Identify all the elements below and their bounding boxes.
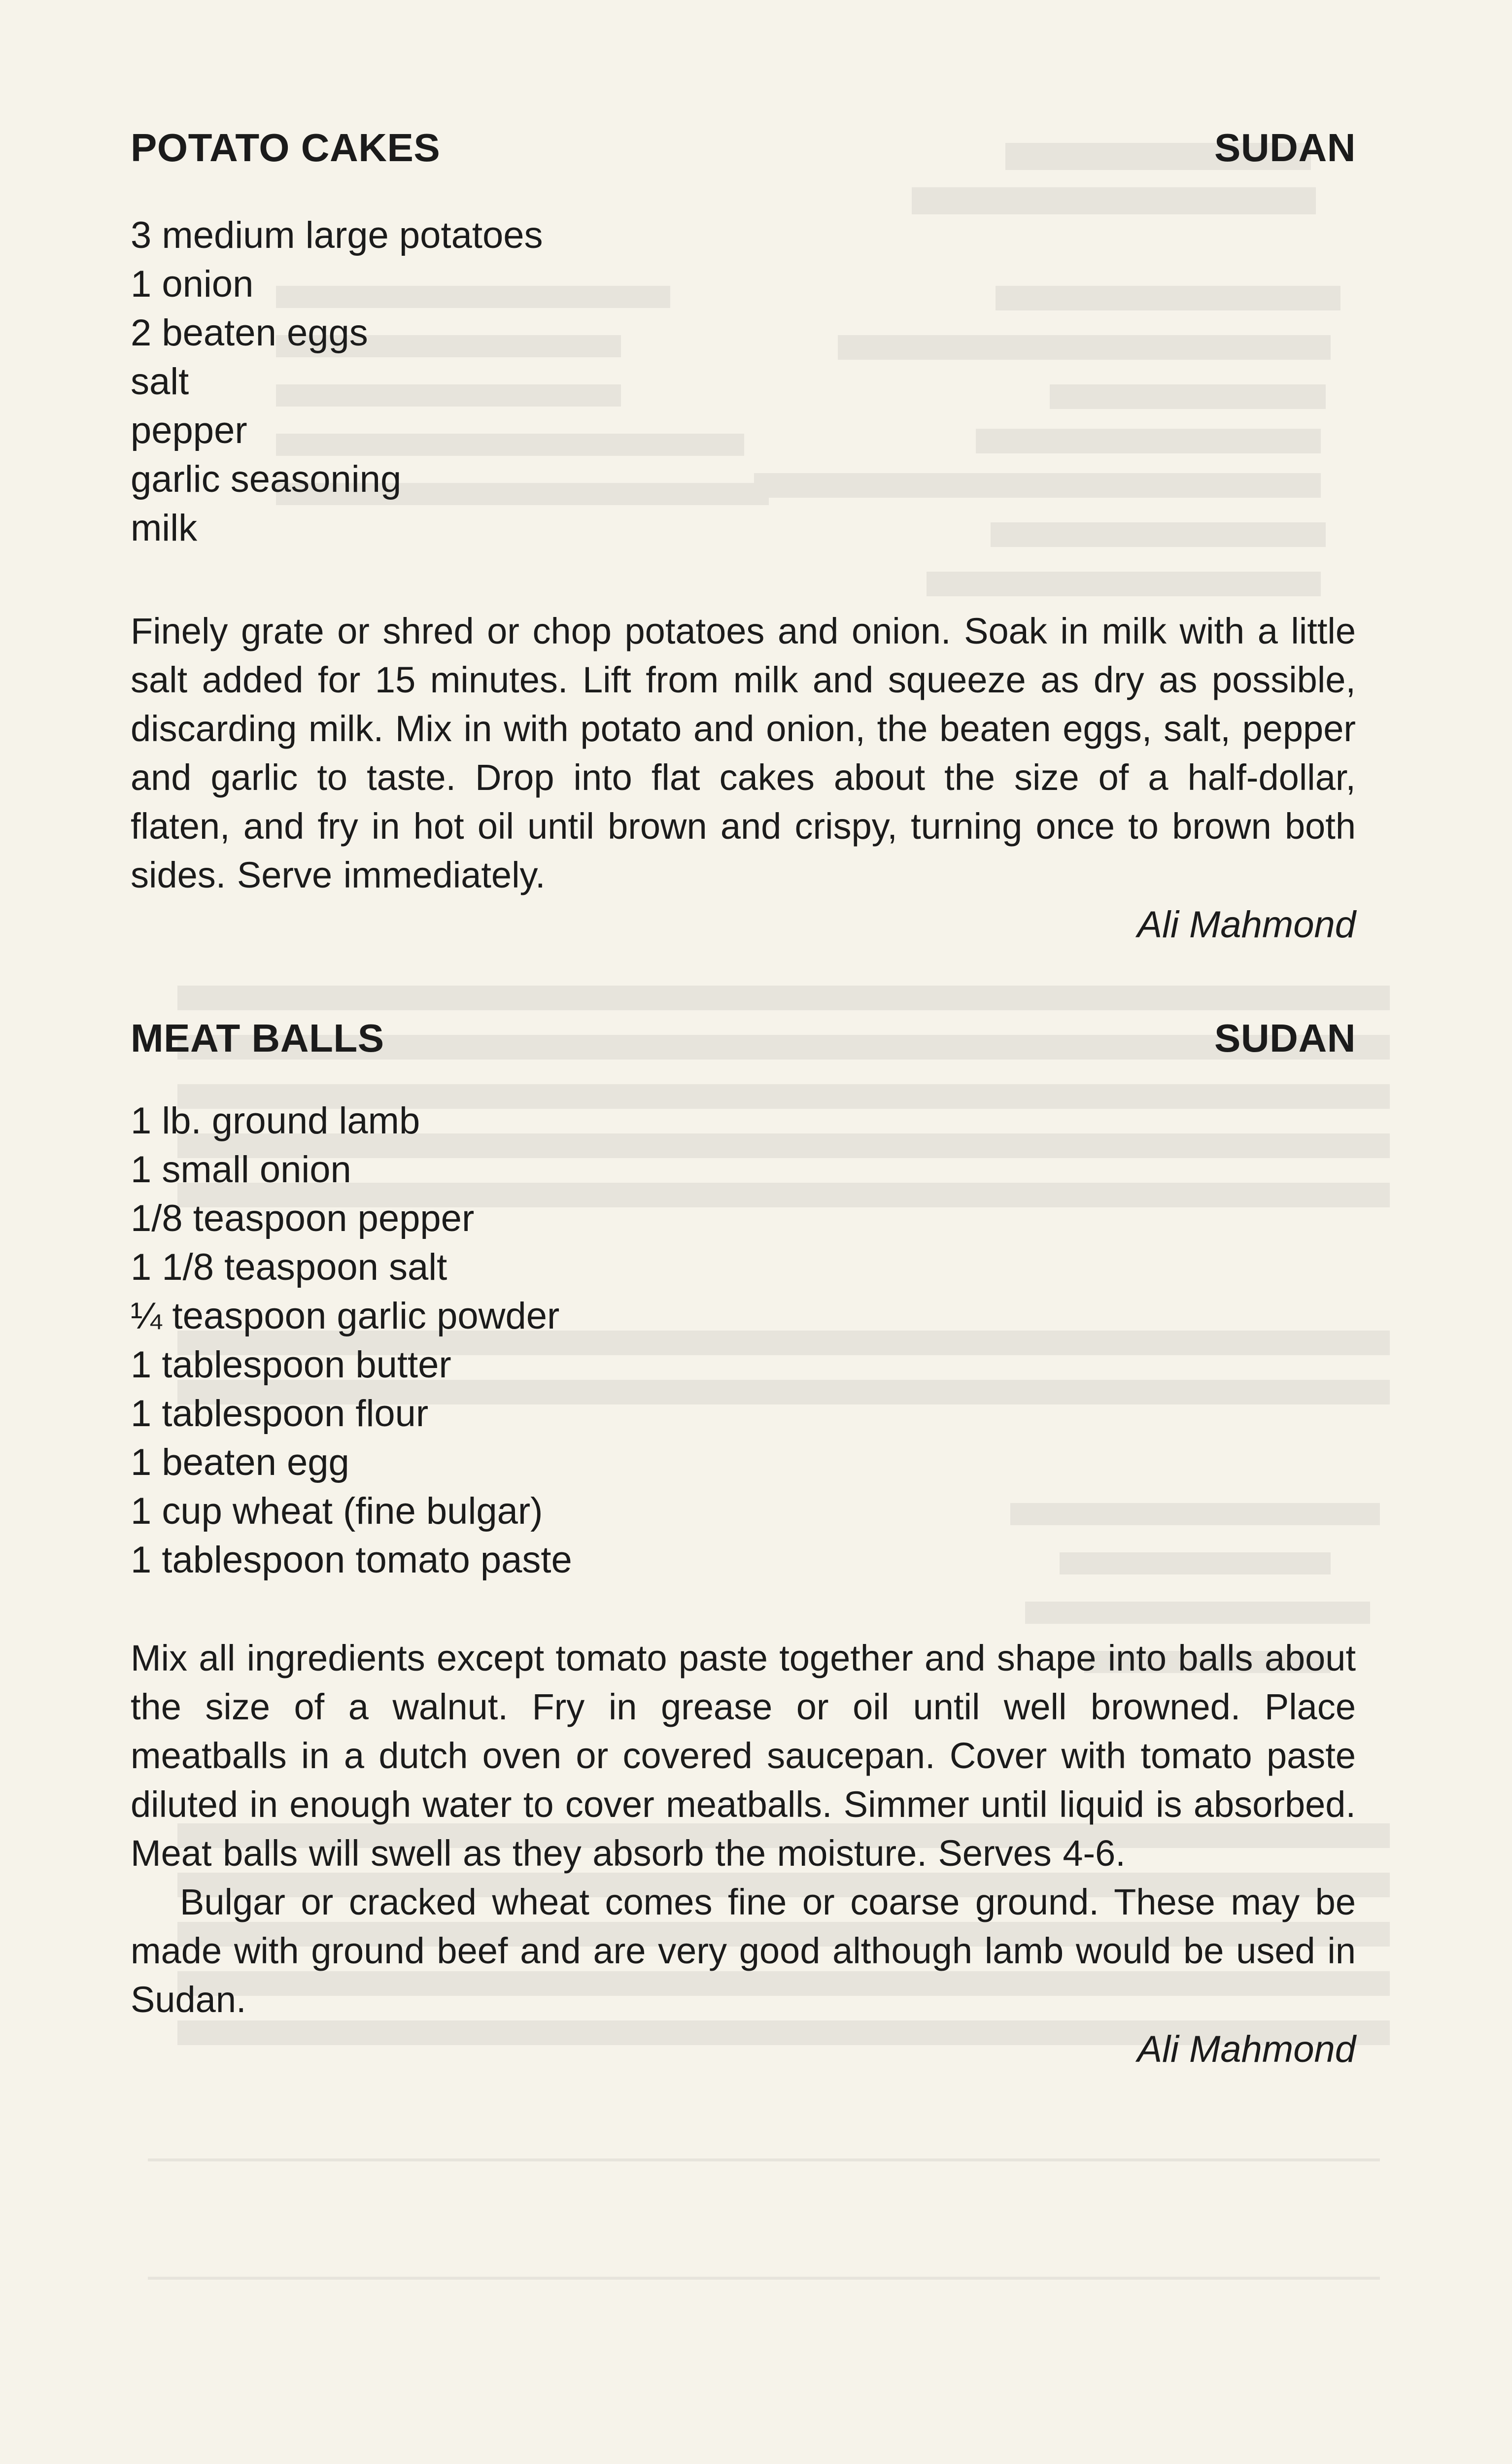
ingredient-item: ¼ teaspoon garlic powder bbox=[131, 1295, 560, 1337]
recipe-column bbox=[131, 123, 1356, 2074]
recipe-title: MEAT BALLS bbox=[131, 1016, 384, 1060]
ingredient-item: 1 beaten egg bbox=[131, 1441, 349, 1483]
ingredient-item: 1 tablespoon flour bbox=[131, 1393, 429, 1435]
ingredient-item: pepper bbox=[131, 410, 247, 451]
ingredient-item: 1 1/8 teaspoon salt bbox=[131, 1246, 447, 1288]
ingredient-item: 1 small onion bbox=[131, 1149, 351, 1191]
ingredient-item: 2 beaten eggs bbox=[131, 312, 368, 354]
recipe-potato-cakes bbox=[131, 123, 1356, 950]
ingredient-item: 1 lb. ground lamb bbox=[131, 1100, 420, 1142]
ingredient-item: garlic seasoning bbox=[131, 458, 402, 500]
ingredient-item: 1 tablespoon tomato paste bbox=[131, 1539, 572, 1581]
recipe-header bbox=[131, 1014, 1356, 1063]
recipe-author: Ali Mahmond bbox=[1137, 904, 1356, 946]
recipe-header bbox=[131, 123, 1356, 172]
recipe-country: SUDAN bbox=[1214, 1016, 1356, 1060]
recipe-instructions: Mix all ingredients except tomato paste together and shape into balls about the size of a walnut. Fry in grease or oil until well browned. Place meatballs in a dutch oven or covered saucepan. Cover with tomato paste diluted in enough water to cover meatballs. Simmer until liquid is absorbed. Meat balls will swell as they absorb the moisture. Serves 4-6. bbox=[131, 1638, 1356, 1874]
ingredient-list bbox=[131, 211, 1356, 552]
ingredient-list bbox=[131, 1096, 1356, 1584]
recipe-country: SUDAN bbox=[1214, 126, 1356, 170]
ingredient-item: 1/8 teaspoon pepper bbox=[131, 1198, 475, 1239]
recipe-instructions: Finely grate or shred or chop potatoes and onion. Soak in milk with a little salt added for 15 minutes. Lift from milk and squeeze as dry as possible, discarding milk. Mix in with potato and onion, the beaten eggs, salt, pepper and garlic to taste. Drop into flat cakes about the size of a half-dollar, flaten, and fry in hot oil until brown and crispy, turning once to brown both sides. Serve immediately. bbox=[131, 611, 1356, 895]
ingredient-item: 1 tablespoon butter bbox=[131, 1344, 451, 1386]
ingredient-item: salt bbox=[131, 361, 189, 403]
recipe-author: Ali Mahmond bbox=[1137, 2028, 1356, 2070]
recipe-title: POTATO CAKES bbox=[131, 126, 441, 170]
recipe-meat-balls bbox=[131, 1014, 1356, 2074]
ingredient-item: 3 medium large potatoes bbox=[131, 214, 543, 256]
recipe-note: Bulgar or cracked wheat comes fine or coarse ground. These may be made with ground beef and are very good although lamb would be used in Sudan. bbox=[131, 1882, 1356, 2020]
ingredient-item: 1 onion bbox=[131, 263, 254, 305]
ingredient-item: 1 cup wheat (fine bulgar) bbox=[131, 1490, 543, 1532]
ingredient-item: milk bbox=[131, 507, 198, 549]
